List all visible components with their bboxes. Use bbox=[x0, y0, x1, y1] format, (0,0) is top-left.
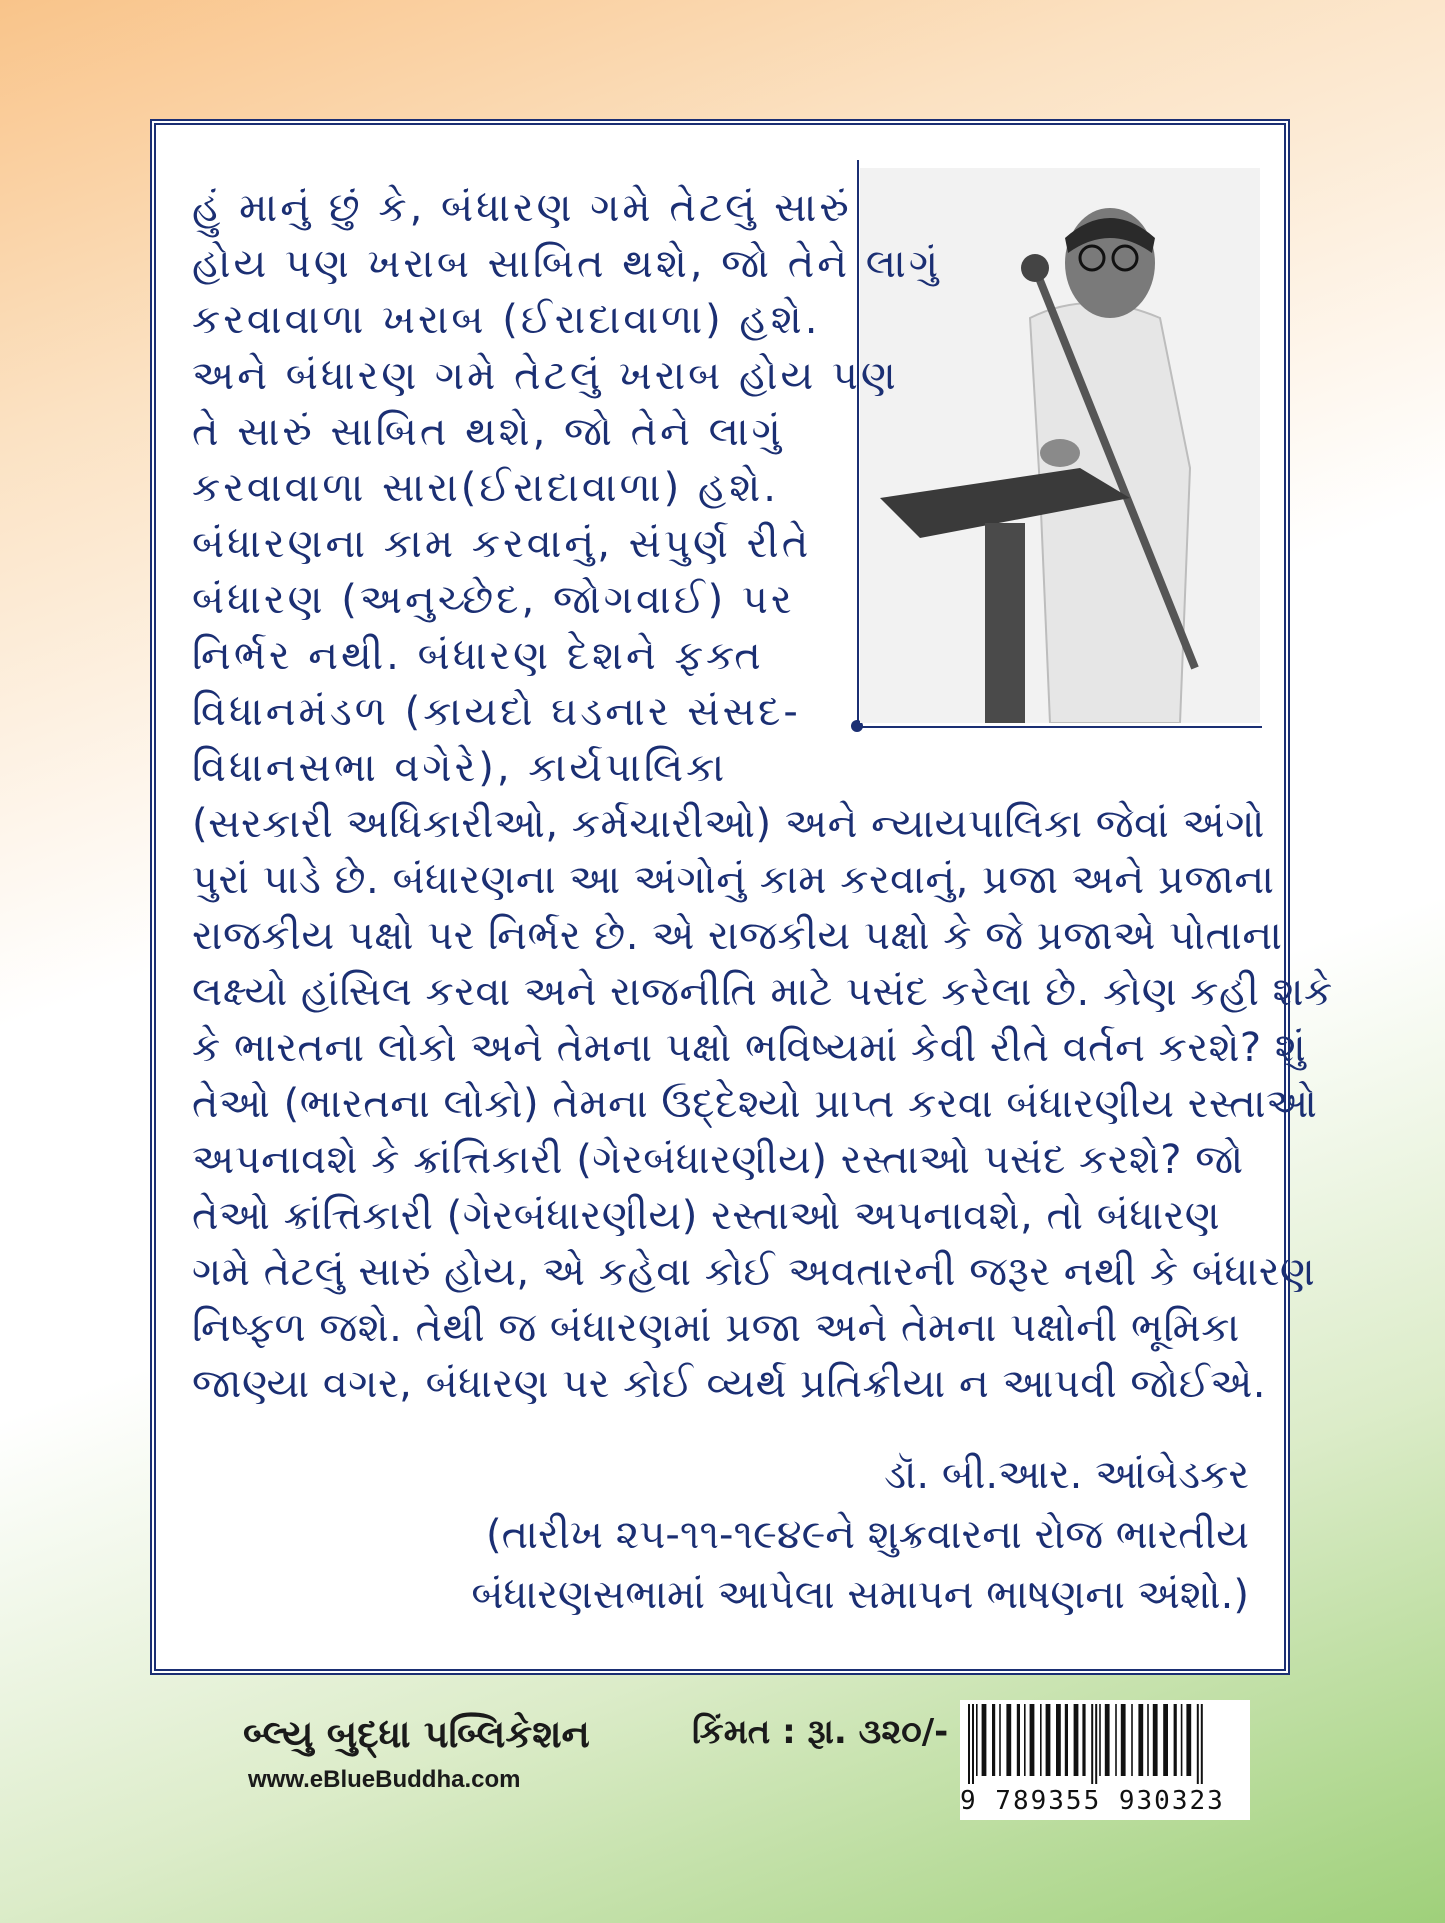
signature-author: ડૉ. બી.આર. આંબેડકર bbox=[884, 1452, 1249, 1498]
quote-line-12: (સરકારી અધિકારીઓ, કર્મચારીઓ) અને ન્યાયપાલિકા જેવાં અંગો bbox=[192, 801, 1265, 847]
quote-line-22: જાણ્યા વગર, બંધારણ પર કોઈ વ્યર્થ પ્રતિક્રીયા ન આપવી જોઈએ. bbox=[192, 1361, 1267, 1407]
quote-line-18: અપનાવશે કે ક્રાંત્તિકારી (ગેરબંધારણીય) રસ્તાઓ પસંદ કરશે? જો bbox=[192, 1137, 1244, 1183]
quote-line-21: નિષ્ફળ જશે. તેથી જ બંધારણમાં પ્રજા અને તેમના પક્ષોની ભૂમિકા bbox=[192, 1305, 1240, 1351]
quote-line-9: નિર્ભર નથી. બંધારણ દેશને ફક્ત bbox=[192, 633, 764, 679]
quote-line-10: વિધાનમંડળ (કાયદો ઘડનાર સંસદ- bbox=[192, 689, 801, 735]
quote-line-17: તેઓ (ભારતના લોકો) તેમના ઉદ્દેશ્યો પ્રાપ્ત કરવા બંધારણીય રસ્તાઓ bbox=[192, 1081, 1318, 1127]
isbn-number: 9 789355 930323 bbox=[960, 1786, 1225, 1816]
quote-line-20: ગમે તેટલું સારું હોય, એ કહેવા કોઈ અવતારની જરૂર નથી કે બંધારણ bbox=[192, 1249, 1316, 1295]
quote-line-19: તેઓ ક્રાંત્તિકારી (ગેરબંધારણીય) રસ્તાઓ અપનાવશે, તો બંધારણ bbox=[192, 1193, 1221, 1239]
barcode-bars bbox=[960, 1700, 1250, 1784]
price-label: કિંમત : રૂા. ૩૨૦/- bbox=[692, 1712, 949, 1752]
quote-line-14: રાજકીય પક્ષો પર નિર્ભર છે. એ રાજકીય પક્ષો કે જે પ્રજાએ પોતાના bbox=[192, 913, 1283, 959]
quote-line-11: વિધાનસભા વગેરે), કાર્યપાલિકા bbox=[192, 745, 728, 791]
quote-line-2: હોય પણ ખરાબ સાબિત થશે, જો તેને લાગું bbox=[192, 241, 942, 287]
quote-line-16: કે ભારતના લોકો અને તેમના પક્ષો ભવિષ્યમાં કેવી રીતે વર્તન કરશે? શું bbox=[192, 1025, 1307, 1071]
photo-divider-horizontal bbox=[857, 726, 1262, 728]
quote-line-1: હું માનું છું કે, બંધારણ ગમે તેટલું સારું bbox=[192, 185, 852, 231]
quote-line-4: અને બંધારણ ગમે તેટલું ખરાબ હોય પણ bbox=[192, 353, 899, 399]
quote-line-5: તે સારું સાબિત થશે, જો તેને લાગું bbox=[192, 409, 784, 455]
quote-line-8: બંધારણ (અનુચ્છેદ, જોગવાઈ) પર bbox=[192, 577, 795, 623]
quote-line-7: બંધારણના કામ કરવાનું, સંપુર્ણ રીતે bbox=[192, 521, 812, 567]
quote-line-3: કરવાવાળા ખરાબ (ઈરાદાવાળા) હશે. bbox=[192, 297, 821, 343]
quote-line-13: પુરાં પાડે છે. બંધારણના આ અંગોનું કામ કરવાનું, પ્રજા અને પ્રજાના bbox=[192, 857, 1275, 903]
quote-line-6: કરવાવાળા સારા(ઈરાદાવાળા) હશે. bbox=[192, 465, 779, 511]
signature-source-line-1: (તારીખ ૨૫-૧૧-૧૯૪૯ને શુક્રવારના રોજ ભારતીય bbox=[486, 1512, 1249, 1558]
signature-source-line-2: બંધારણસભામાં આપેલા સમાપન ભાષણના અંશો.) bbox=[471, 1572, 1249, 1618]
publisher-name: બ્લ્યુ બુદ્ધા પબ્લિકેશન bbox=[243, 1712, 590, 1756]
publisher-website[interactable]: www.eBlueBuddha.com bbox=[248, 1766, 521, 1793]
quote-line-15: લક્ષ્યો હાંસિલ કરવા અને રાજનીતિ માટે પસંદ કરેલા છે. કોણ કહી શકે bbox=[192, 969, 1333, 1015]
